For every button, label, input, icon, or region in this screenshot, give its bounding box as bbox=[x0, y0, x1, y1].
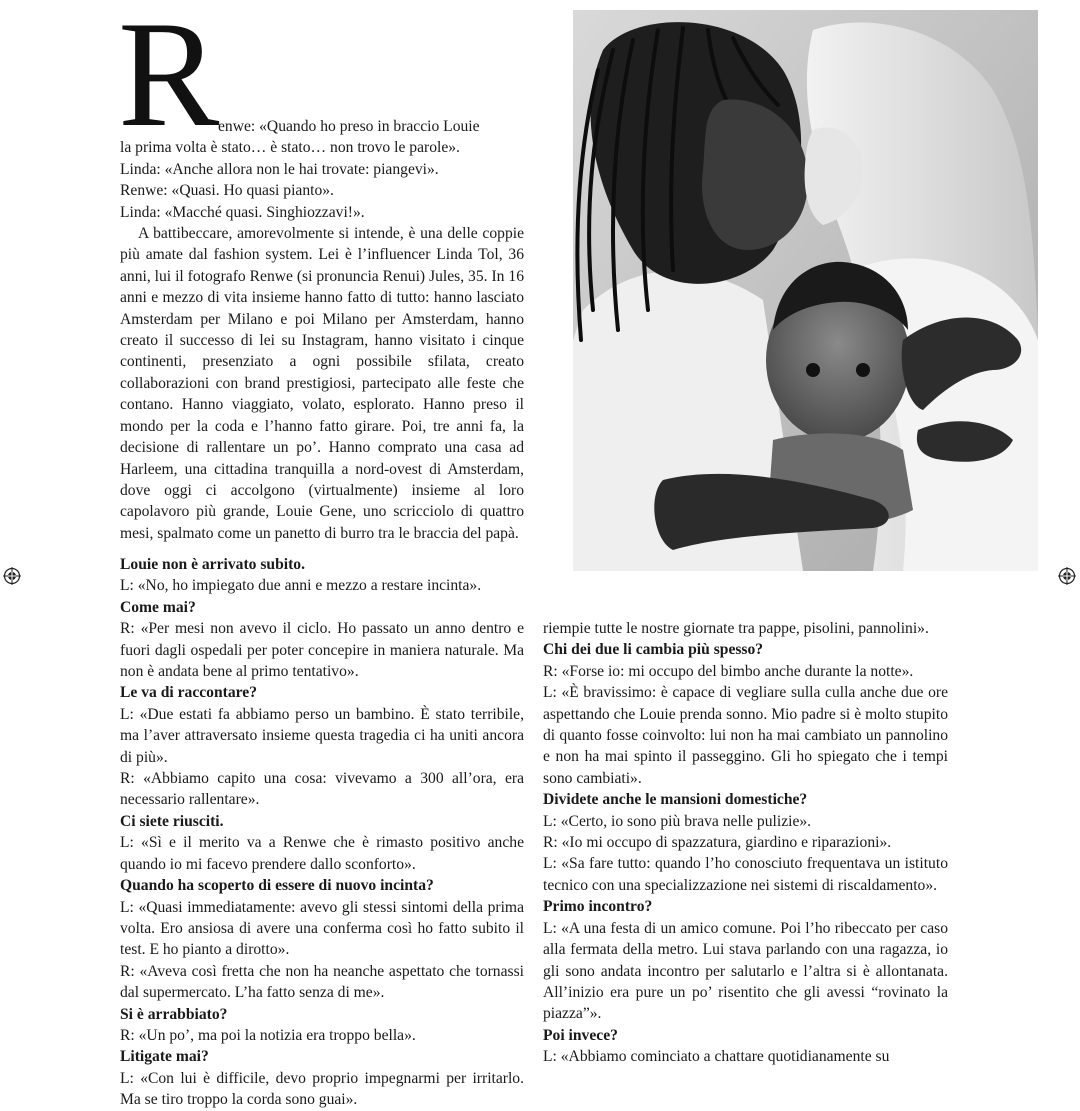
answer: L: «Sì e il merito va a Renwe che è rimasto positivo anche quando io mi facevo prendere dallo sconforto». bbox=[120, 834, 524, 873]
answer: riempie tutte le nostre giornate tra pappe, pisolini, pannolini». bbox=[543, 620, 929, 637]
answer: L: «No, ho impiegato due anni e mezzo a restare incinta». bbox=[120, 577, 482, 595]
answer: R: «Forse io: mi occupo del bimbo anche durante la notte». bbox=[543, 662, 914, 680]
intro-line-4: Renwe: «Quasi. Ho quasi pianto». bbox=[120, 182, 334, 200]
intro-text bbox=[120, 116, 524, 544]
family-photo-illustration bbox=[573, 10, 1038, 571]
question: Litigate mai? bbox=[120, 1048, 209, 1066]
answer: R: «Un po’, ma poi la notizia era troppo bella». bbox=[120, 1026, 416, 1044]
drop-cap-letter: R bbox=[118, 0, 216, 158]
question: Come mai? bbox=[120, 598, 196, 616]
question: Si è arrabbiato? bbox=[120, 1005, 228, 1023]
answer: L: «Certo, io sono più brava nelle pulizie». bbox=[543, 812, 812, 830]
question: Primo incontro? bbox=[543, 898, 653, 916]
registration-mark-icon bbox=[1058, 567, 1076, 585]
answer: L: «È bravissimo: è capace di vegliare sulla culla anche due ore aspettando che Louie prenda sonno. Mio padre si è molto stupito di quanto fosse coinvolto: lui non ha mai cambiato un pannolino e non ha mai spinto il passeggino. Gli ho spiegato che i tempi sono cambiati». bbox=[543, 684, 948, 787]
interview-column-right bbox=[543, 618, 948, 1068]
family-photo bbox=[573, 10, 1038, 571]
answer: L: «Due estati fa abbiamo perso un bambino. È stato terribile, ma l’aver attraversato insieme questa tragedia ci ha uniti ancora di più». bbox=[120, 705, 524, 766]
answer: R: «Abbiamo capito una cosa: vivevamo a 300 all’ora, era necessario rallentare». bbox=[120, 770, 524, 809]
question: Chi dei due li cambia più spesso? bbox=[543, 641, 764, 659]
answer: R: «Per mesi non avevo il ciclo. Ho passato un anno dentro e fuori dagli ospedali per poter concepire in maniera naturale. Ma non è andata bene al primo tentativo». bbox=[120, 620, 524, 681]
intro-line-1: enwe: «Quando ho preso in braccio Louie bbox=[218, 118, 480, 135]
answer: R: «Io mi occupo di spazzatura, giardino e riparazioni». bbox=[543, 834, 892, 852]
question: Le va di raccontare? bbox=[120, 684, 257, 702]
answer: L: «Abbiamo cominciato a chattare quotidianamente su bbox=[543, 1048, 890, 1066]
question: Ci siete riusciti. bbox=[120, 812, 224, 830]
intro-line-5: Linda: «Macché quasi. Singhiozzavi!». bbox=[120, 203, 365, 221]
question: Quando ha scoperto di essere di nuovo incinta? bbox=[120, 877, 434, 895]
answer: L: «Quasi immediatamente: avevo gli stessi sintomi della prima volta. Ero ansiosa di avere una conferma così ho fatto subito il test. E ho pianto a dirotto». bbox=[120, 898, 524, 959]
intro-paragraph: A battibeccare, amorevolmente si intende, è una delle coppie più amate dal fashion system. Lei è l’influencer Linda Tol, 36 anni, lui il fotografo Renwe (si pronuncia Renui) Jules, 35. In 16 anni e mezzo di vita insieme hanno fatto di tutto: hanno lasciato Amsterdam per Milano e poi Milano per Amsterdam, hanno creato il successo di lei su Instagram, hanno visitato i cinque continenti, presenziato a ogni possibile sfilata, creato collaborazioni con brand prestigiosi, partecipato alle feste che contano. Hanno viaggiato, volato, esplorato. Hanno preso il mondo per la coda e l’hanno fatto girare. Poi, tre anni fa, la decisione di rallentare un po’. Hanno comprato una casa ad Harleem, una cittadina tranquilla a nord-ovest di Amsterdam, dove oggi ci accolgono (virtualmente) insieme al loro capolavoro più grande, Louie Gene, uno scricciolo di quattro mesi, spalmato come un panetto di burro tra le braccia del papà. bbox=[120, 225, 524, 542]
answer: L: «Sa fare tutto: quando l’ho conosciuto frequentava un istituto tecnico con una specializzazione nei sistemi di riscaldamento». bbox=[543, 855, 948, 894]
question: Poi invece? bbox=[543, 1026, 618, 1044]
answer: R: «Aveva così fretta che non ha neanche aspettato che tornassi dal supermercato. L’ha fatto senza di me». bbox=[120, 962, 524, 1002]
answer: L: «Con lui è difficile, devo proprio impegnarmi per irritarlo. Ma se tiro troppo la corda sono guai». bbox=[120, 1069, 524, 1109]
registration-mark-icon bbox=[3, 567, 21, 585]
intro-line-2: la prima volta è stato… è stato… non trovo le parole». bbox=[120, 139, 460, 157]
question: Dividete anche le mansioni domestiche? bbox=[543, 791, 808, 809]
intro-line-3: Linda: «Anche allora non le hai trovate: piangevi». bbox=[120, 160, 439, 178]
interview-column-left bbox=[120, 554, 524, 1111]
question: Louie non è arrivato subito. bbox=[120, 556, 305, 573]
answer: L: «A una festa di un amico comune. Poi l’ho ribeccato per caso alla fermata della metro. Lui stava parlando con una ragazza, io gli sono andata incontro per salutarlo e l’altra si è allontanata. All’inizio era pure un po’ risentito che gli avessi “rovinato la piazza”». bbox=[543, 919, 948, 1023]
